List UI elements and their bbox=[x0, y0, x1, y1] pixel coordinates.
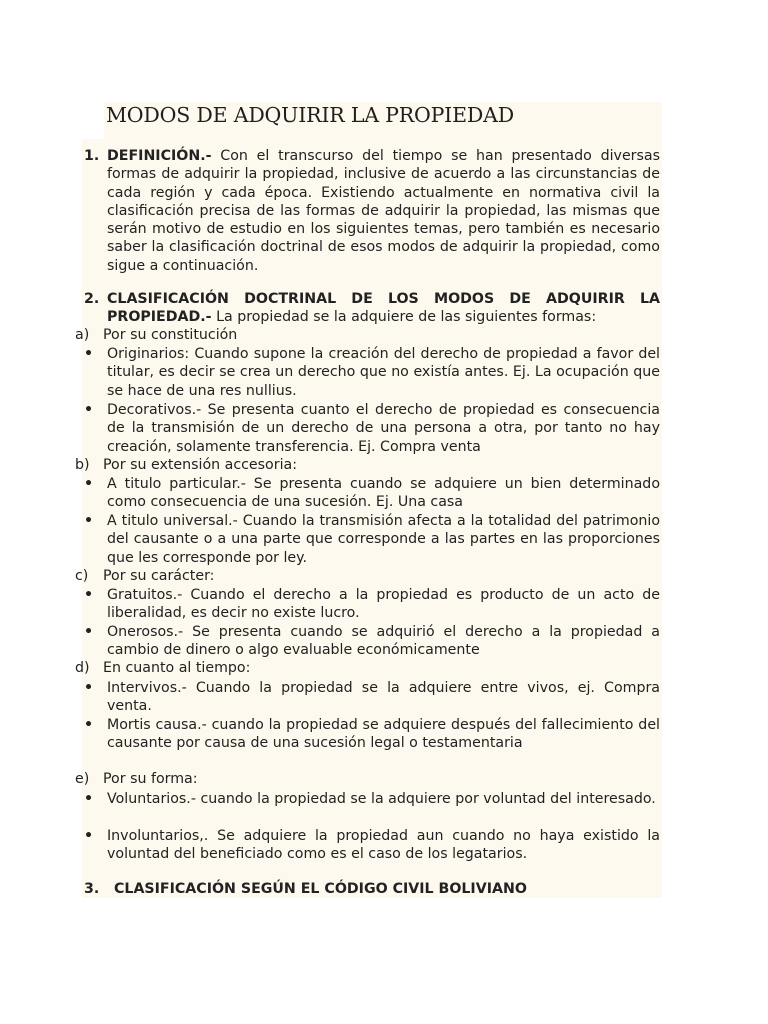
list-item-text: Intervivos.- Cuando la propiedad se la adquiere entre vivos, ej. Compra venta. bbox=[107, 680, 660, 715]
section-heading: DEFINICIÓN.- bbox=[107, 148, 212, 164]
group-label-forma bbox=[75, 770, 198, 788]
bullet-icon: • bbox=[84, 346, 94, 362]
bullet-icon: • bbox=[84, 624, 94, 640]
page-title: MODOS DE ADQUIRIR LA PROPIEDAD bbox=[106, 103, 514, 127]
group-letter: c) bbox=[75, 568, 89, 584]
section-text: La propiedad se la adquiere de las siguientes formas: bbox=[211, 309, 597, 326]
section-text: Con el transcurso del tiempo se han presentado diversas formas de adquirir la propiedad, inclusive de acuerdo a las circunstancias de cada región y cada época. Existiendo actualmente en normativa civil la clasificación precisa de las formas de adquirir la propiedad, las mismas que serán motivo de estudio en los siguientes temas, pero también es necesario saber la clasificación doctrinal de esos modos de adquirir la propiedad, como sigue a continuación. bbox=[107, 148, 660, 274]
list-item-text: Involuntarios,. Se adquiere la propiedad aun cuando no haya existido la voluntad del beneficiado como es el caso de los legatarios. bbox=[107, 828, 660, 863]
bullet-icon: • bbox=[84, 717, 94, 733]
bullet-icon: • bbox=[84, 513, 94, 529]
section-number: 3. bbox=[84, 881, 100, 897]
group-letter: d) bbox=[75, 660, 90, 676]
section-heading: CLASIFICACIÓN DOCTRINAL DE LOS MODOS DE ADQUIRIR LA PROPIEDAD.- bbox=[107, 291, 660, 326]
list-item-text: Mortis causa.- cuando la propiedad se adquiere después del fallecimiento del causante por causa de una sucesión legal o testamentaria bbox=[107, 717, 660, 752]
group-label-caracter bbox=[75, 567, 215, 585]
section-number: 2. bbox=[84, 291, 100, 307]
group-label-text: Por su carácter: bbox=[103, 568, 215, 584]
group-letter: a) bbox=[75, 327, 90, 343]
group-label-constitucion bbox=[75, 326, 238, 344]
group-label-text: Por su forma: bbox=[103, 771, 198, 787]
list-item-text: Gratuitos.- Cuando el derecho a la propiedad es producto de un acto de liberalidad, es decir no existe lucro. bbox=[107, 587, 660, 622]
group-label-text: Por su constitución bbox=[103, 327, 238, 343]
section-body bbox=[114, 880, 660, 898]
bullet-icon: • bbox=[84, 476, 94, 492]
group-label-text: Por su extensión accesoria: bbox=[103, 457, 297, 473]
list-item-text: A titulo particular.- Se presenta cuando se adquiere un bien determinado como consecuencia de una sucesión. Ej. Una casa bbox=[107, 476, 660, 511]
bullet-icon: • bbox=[84, 680, 94, 696]
list-item-text: Decorativos.- Se presenta cuanto el derecho de propiedad es consecuencia de la transmisión de un derecho de una persona a otra, por tanto no hay creación, solamente transferencia. Ej. Compra venta bbox=[107, 402, 660, 455]
group-letter: b) bbox=[75, 457, 90, 473]
section-body bbox=[107, 290, 660, 327]
section-heading: CLASIFICACIÓN SEGÚN EL CÓDIGO CIVIL BOLIVIANO bbox=[114, 881, 527, 897]
list-item-text: A titulo universal.- Cuando la transmisión afecta a la totalidad del patrimonio del causante o a una parte que corresponde a las partes en las proporciones que les corresponde por ley. bbox=[107, 513, 660, 566]
section-body bbox=[107, 147, 660, 275]
group-label-tiempo bbox=[75, 659, 251, 677]
group-label-extension bbox=[75, 456, 297, 474]
bullet-icon: • bbox=[84, 402, 94, 418]
list-item-text: Voluntarios.- cuando la propiedad se la adquiere por voluntad del interesado. bbox=[107, 791, 656, 807]
bullet-icon: • bbox=[84, 828, 94, 844]
bullet-icon: • bbox=[84, 791, 94, 807]
list-item-text: Originarios: Cuando supone la creación del derecho de propiedad a favor del titular, es decir se crea un derecho que no existía antes. Ej. La ocupación que se hace de una res nullius. bbox=[107, 346, 660, 399]
section-number: 1. bbox=[84, 148, 100, 164]
list-item-text: Onerosos.- Se presenta cuando se adquirió el derecho a la propiedad a cambio de dinero o algo evaluable económicamente bbox=[107, 624, 660, 659]
bullet-icon: • bbox=[84, 587, 94, 603]
group-letter: e) bbox=[75, 771, 90, 787]
group-label-text: En cuanto al tiempo: bbox=[103, 660, 251, 676]
